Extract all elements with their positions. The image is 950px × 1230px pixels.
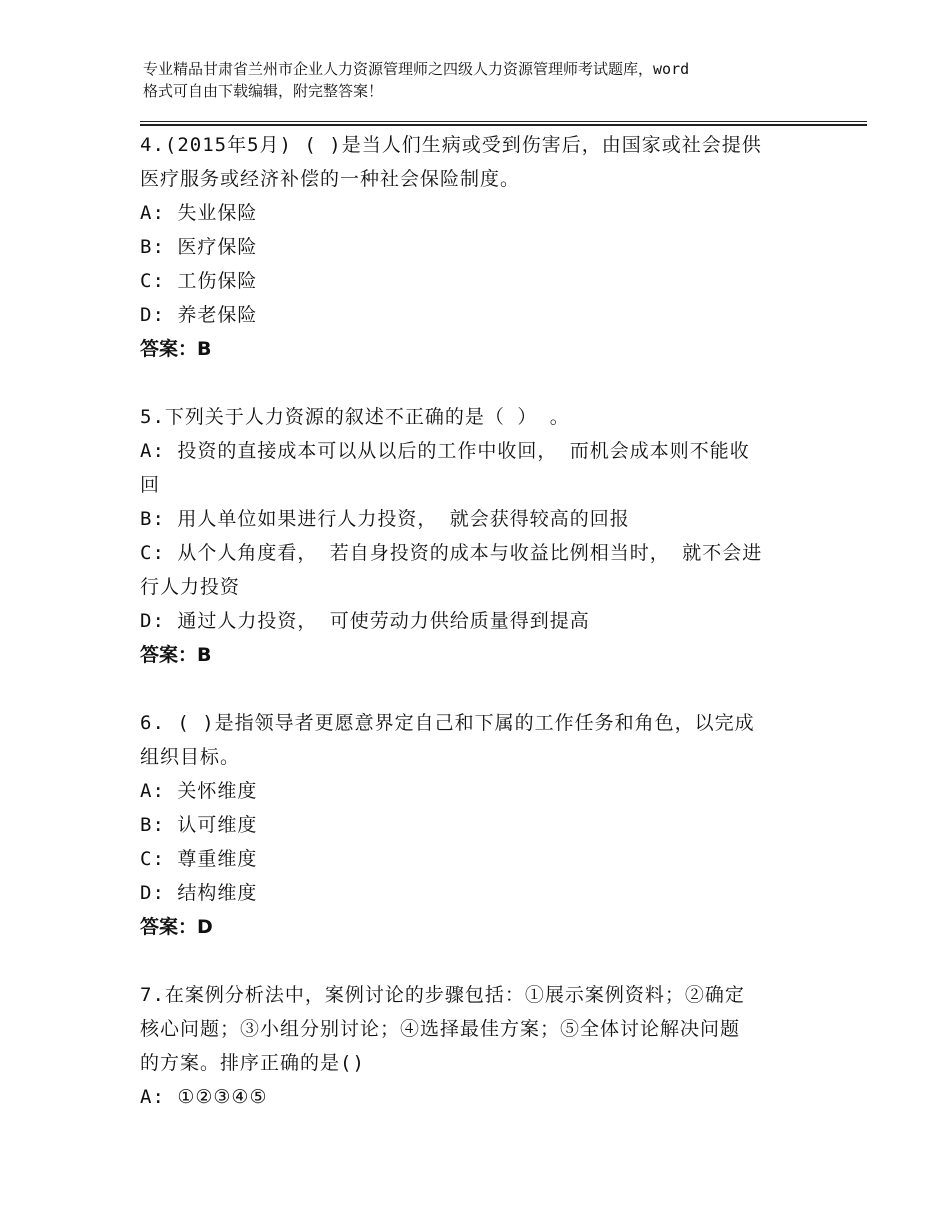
option-a: A: 投资的直接成本可以从以后的工作中收回， 而机会成本则不能收 (140, 440, 750, 462)
answer-label: 答案：D (140, 916, 213, 938)
option-d: D: 养老保险 (140, 304, 258, 326)
question-stem: 7.在案例分析法中，案例讨论的步骤包括：①展示案例资料；②确定 (140, 984, 745, 1006)
option-d: D: 通过人力投资， 可使劳动力供给质量得到提高 (140, 610, 590, 632)
spacer (140, 672, 820, 706)
question-stem: 组织目标。 (140, 746, 241, 768)
header-title-line-2: 格式可自由下载编辑，附完整答案！ (143, 82, 384, 100)
option-a: A: 关怀维度 (140, 780, 258, 802)
answer-label: 答案：B (140, 644, 212, 666)
question-stem: 5.下列关于人力资源的叙述不正确的是（ ） 。 (140, 406, 570, 428)
option-a: A: ①②③④⑤ (140, 1086, 268, 1108)
option-c-continued: 行人力投资 (140, 576, 241, 598)
answer-label: 答案：B (140, 338, 212, 360)
spacer (140, 944, 820, 978)
question-4 (140, 128, 820, 366)
question-5 (140, 400, 820, 672)
question-7 (140, 978, 820, 1114)
document-header (143, 58, 833, 102)
header-divider (140, 121, 867, 126)
option-c: C: 尊重维度 (140, 848, 258, 870)
question-stem: 4.(2015年5月) ( )是当人们生病或受到伤害后，由国家或社会提供 (140, 134, 762, 156)
option-b: B: 用人单位如果进行人力投资， 就会获得较高的回报 (140, 508, 630, 530)
option-a-continued: 回 (140, 474, 161, 496)
question-stem: 的方案。排序正确的是() (140, 1052, 365, 1074)
question-stem: 6. ( )是指领导者更愿意界定自己和下属的工作任务和角色，以完成 (140, 712, 755, 734)
option-b: B: 认可维度 (140, 814, 258, 836)
option-c: C: 工伤保险 (140, 270, 258, 292)
header-title-line-1: 专业精品甘肃省兰州市企业人力资源管理师之四级人力资源管理师考试题库，word (143, 60, 690, 78)
option-d: D: 结构维度 (140, 882, 258, 904)
question-6 (140, 706, 820, 944)
option-a: A: 失业保险 (140, 202, 258, 224)
option-b: B: 医疗保险 (140, 236, 258, 258)
question-stem: 核心问题；③小组分别讨论；④选择最佳方案；⑤全体讨论解决问题 (140, 1018, 741, 1040)
spacer (140, 366, 820, 400)
question-list (140, 128, 820, 1114)
option-c: C: 从个人角度看， 若自身投资的成本与收益比例相当时， 就不会进 (140, 542, 763, 564)
question-stem: 医疗服务或经济补偿的一种社会保险制度。 (140, 168, 521, 190)
